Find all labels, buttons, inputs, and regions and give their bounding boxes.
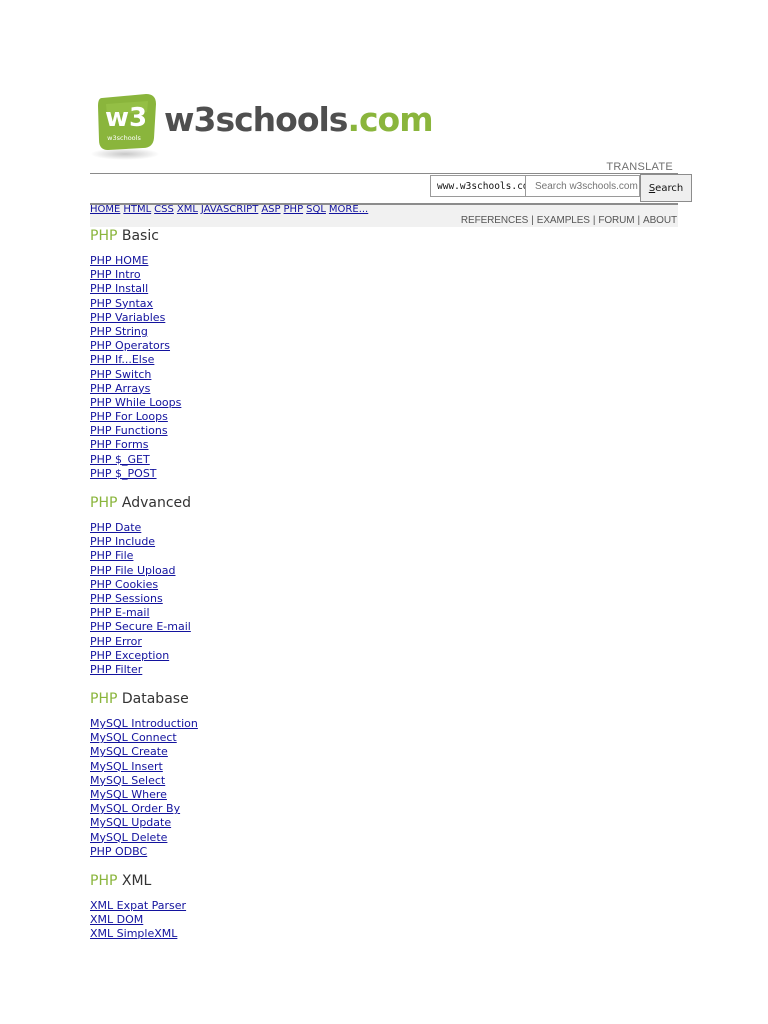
menu-link-mysql-introduction[interactable]: MySQL Introduction xyxy=(90,717,198,731)
menu-link-php-odbc[interactable]: PHP ODBC xyxy=(90,844,148,858)
topnav-home[interactable]: HOME xyxy=(90,204,121,215)
secondary-navigation xyxy=(461,215,677,227)
menu-heading xyxy=(90,871,350,891)
menu-section-database xyxy=(90,689,350,857)
menu-link-php-while-loops[interactable]: PHP While Loops xyxy=(90,395,182,409)
menu-item xyxy=(90,897,350,911)
menu-item xyxy=(90,772,350,786)
subnav-forum[interactable]: FORUM xyxy=(598,215,635,226)
menu-item xyxy=(90,366,350,380)
menu-list xyxy=(90,715,350,857)
left-menu xyxy=(90,226,350,954)
topnav-css[interactable]: CSS xyxy=(154,204,174,215)
menu-item xyxy=(90,337,350,351)
menu-list xyxy=(90,519,350,675)
menu-heading-title: Advanced xyxy=(121,495,192,511)
menu-link-php-secure-e-mail[interactable]: PHP Secure E-mail xyxy=(90,620,191,634)
menu-item xyxy=(90,843,350,857)
topnav-asp[interactable]: ASP xyxy=(261,204,281,215)
menu-item xyxy=(90,911,350,925)
menu-link-php-operators[interactable]: PHP Operators xyxy=(90,339,171,353)
topnav-html[interactable]: HTML xyxy=(123,204,152,215)
subnav-examples[interactable]: EXAMPLES xyxy=(536,215,590,226)
menu-link-php-file[interactable]: PHP File xyxy=(90,549,134,563)
menu-section-xml xyxy=(90,871,350,940)
menu-item xyxy=(90,547,350,561)
menu-link-php-if-else[interactable]: PHP If...Else xyxy=(90,353,155,367)
topnav-javascript[interactable]: JAVASCRIPT xyxy=(200,204,259,215)
menu-link-php-e-mail[interactable]: PHP E-mail xyxy=(90,606,150,620)
menu-item xyxy=(90,661,350,675)
menu-item xyxy=(90,408,350,422)
menu-link-php-functions[interactable]: PHP Functions xyxy=(90,424,168,438)
topnav-sql[interactable]: SQL xyxy=(306,204,326,215)
topnav-php[interactable]: PHP xyxy=(283,204,304,215)
logo-badge-subtext: w3schools xyxy=(107,134,141,142)
menu-item xyxy=(90,562,350,576)
menu-list xyxy=(90,897,350,940)
menu-link-php-exception[interactable]: PHP Exception xyxy=(90,648,170,662)
menu-link-xml-dom[interactable]: XML DOM xyxy=(90,913,144,927)
menu-link-php-file-upload[interactable]: PHP File Upload xyxy=(90,563,176,577)
menu-heading xyxy=(90,689,350,709)
menu-heading-prefix: PHP xyxy=(90,495,118,511)
search-button-accel: S xyxy=(648,182,656,194)
menu-link-php-cookies[interactable]: PHP Cookies xyxy=(90,577,159,591)
menu-link-php-variables[interactable]: PHP Variables xyxy=(90,310,166,324)
menu-link-php-syntax[interactable]: PHP Syntax xyxy=(90,296,154,310)
menu-link-php-for-loops[interactable]: PHP For Loops xyxy=(90,410,168,424)
menu-item xyxy=(90,351,350,365)
menu-link-php-sessions[interactable]: PHP Sessions xyxy=(90,591,163,605)
menu-section-advanced xyxy=(90,493,350,675)
menu-heading-title: Basic xyxy=(121,228,159,244)
menu-item xyxy=(90,252,350,266)
menu-link-mysql-connect[interactable]: MySQL Connect xyxy=(90,731,177,745)
menu-item xyxy=(90,576,350,590)
menu-item xyxy=(90,394,350,408)
subnav-references[interactable]: REFERENCES xyxy=(460,215,529,226)
menu-item xyxy=(90,590,350,604)
menu-link-mysql-update[interactable]: MySQL Update xyxy=(90,816,172,830)
menu-link-mysql-order-by[interactable]: MySQL Order By xyxy=(90,802,181,816)
menu-item xyxy=(90,465,350,479)
subnav-separator: | xyxy=(637,215,641,226)
menu-heading-title: XML xyxy=(121,872,152,889)
menu-item xyxy=(90,533,350,547)
menu-item xyxy=(90,266,350,280)
subnav-separator: | xyxy=(592,215,596,226)
subnav-separator: | xyxy=(531,215,534,226)
site-logo[interactable] xyxy=(90,92,433,164)
menu-heading-prefix: PHP xyxy=(90,228,118,244)
search-bar xyxy=(430,174,692,202)
menu-link-php-install[interactable]: PHP Install xyxy=(90,282,149,296)
menu-item xyxy=(90,295,350,309)
menu-item xyxy=(90,758,350,772)
menu-link-mysql-where[interactable]: MySQL Where xyxy=(90,788,167,801)
menu-heading-title: Database xyxy=(121,691,189,708)
logo-wordmark-main: w3schools xyxy=(164,100,348,139)
menu-item xyxy=(90,786,350,800)
menu-link-php-post[interactable]: PHP $_POST xyxy=(90,466,157,480)
menu-item xyxy=(90,436,350,450)
menu-link-php-get[interactable]: PHP $_GET xyxy=(90,452,150,466)
search-button-rest: earch xyxy=(655,182,684,194)
menu-link-php-date[interactable]: PHP Date xyxy=(90,521,142,534)
menu-item xyxy=(90,604,350,618)
menu-link-mysql-create[interactable]: MySQL Create xyxy=(90,745,168,759)
translate-link[interactable]: TRANSLATE xyxy=(606,161,673,173)
menu-item xyxy=(90,829,350,843)
menu-item xyxy=(90,618,350,632)
menu-item xyxy=(90,814,350,828)
menu-item xyxy=(90,380,350,394)
search-input[interactable] xyxy=(525,175,640,197)
w3-logo-icon xyxy=(96,92,158,156)
top-navigation xyxy=(90,204,371,216)
subnav-about[interactable]: ABOUT xyxy=(643,215,677,226)
menu-heading xyxy=(90,226,350,246)
menu-link-mysql-delete[interactable]: MySQL Delete xyxy=(90,830,168,844)
menu-link-xml-simplexml[interactable]: XML SimpleXML xyxy=(90,927,178,941)
menu-item xyxy=(90,800,350,814)
menu-item xyxy=(90,743,350,757)
menu-link-mysql-select[interactable]: MySQL Select xyxy=(90,773,166,787)
topnav-xml[interactable]: XML xyxy=(176,204,198,215)
menu-section-basic xyxy=(90,226,350,479)
search-button[interactable] xyxy=(640,174,692,202)
logo-wordmark xyxy=(164,100,433,140)
logo-badge-text: w3 xyxy=(104,103,148,133)
menu-heading-prefix: PHP xyxy=(90,872,118,889)
menu-link-php-arrays[interactable]: PHP Arrays xyxy=(90,381,151,395)
menu-link-xml-expat-parser[interactable]: XML Expat Parser xyxy=(90,898,187,912)
menu-link-php-include[interactable]: PHP Include xyxy=(90,535,156,549)
menu-link-php-home[interactable]: PHP HOME xyxy=(90,254,149,267)
menu-list xyxy=(90,252,350,479)
menu-item xyxy=(90,280,350,294)
menu-link-php-error[interactable]: PHP Error xyxy=(90,634,142,648)
menu-item xyxy=(90,715,350,729)
menu-item xyxy=(90,633,350,647)
menu-link-mysql-insert[interactable]: MySQL Insert xyxy=(90,759,163,773)
menu-item xyxy=(90,422,350,436)
menu-item xyxy=(90,519,350,533)
menu-item xyxy=(90,729,350,743)
menu-link-php-filter[interactable]: PHP Filter xyxy=(90,662,143,676)
search-site-field[interactable] xyxy=(430,175,525,197)
menu-item xyxy=(90,309,350,323)
menu-item xyxy=(90,323,350,337)
menu-heading xyxy=(90,493,350,513)
menu-link-php-switch[interactable]: PHP Switch xyxy=(90,367,152,381)
topnav-more[interactable]: MORE... xyxy=(328,204,369,215)
menu-item xyxy=(90,925,350,939)
menu-item xyxy=(90,647,350,661)
menu-link-php-string[interactable]: PHP String xyxy=(90,324,148,338)
menu-heading-prefix: PHP xyxy=(90,691,118,708)
menu-link-php-intro[interactable]: PHP Intro xyxy=(90,268,141,282)
menu-item xyxy=(90,451,350,465)
menu-link-php-forms[interactable]: PHP Forms xyxy=(90,438,149,452)
logo-wordmark-tld: .com xyxy=(347,100,433,139)
